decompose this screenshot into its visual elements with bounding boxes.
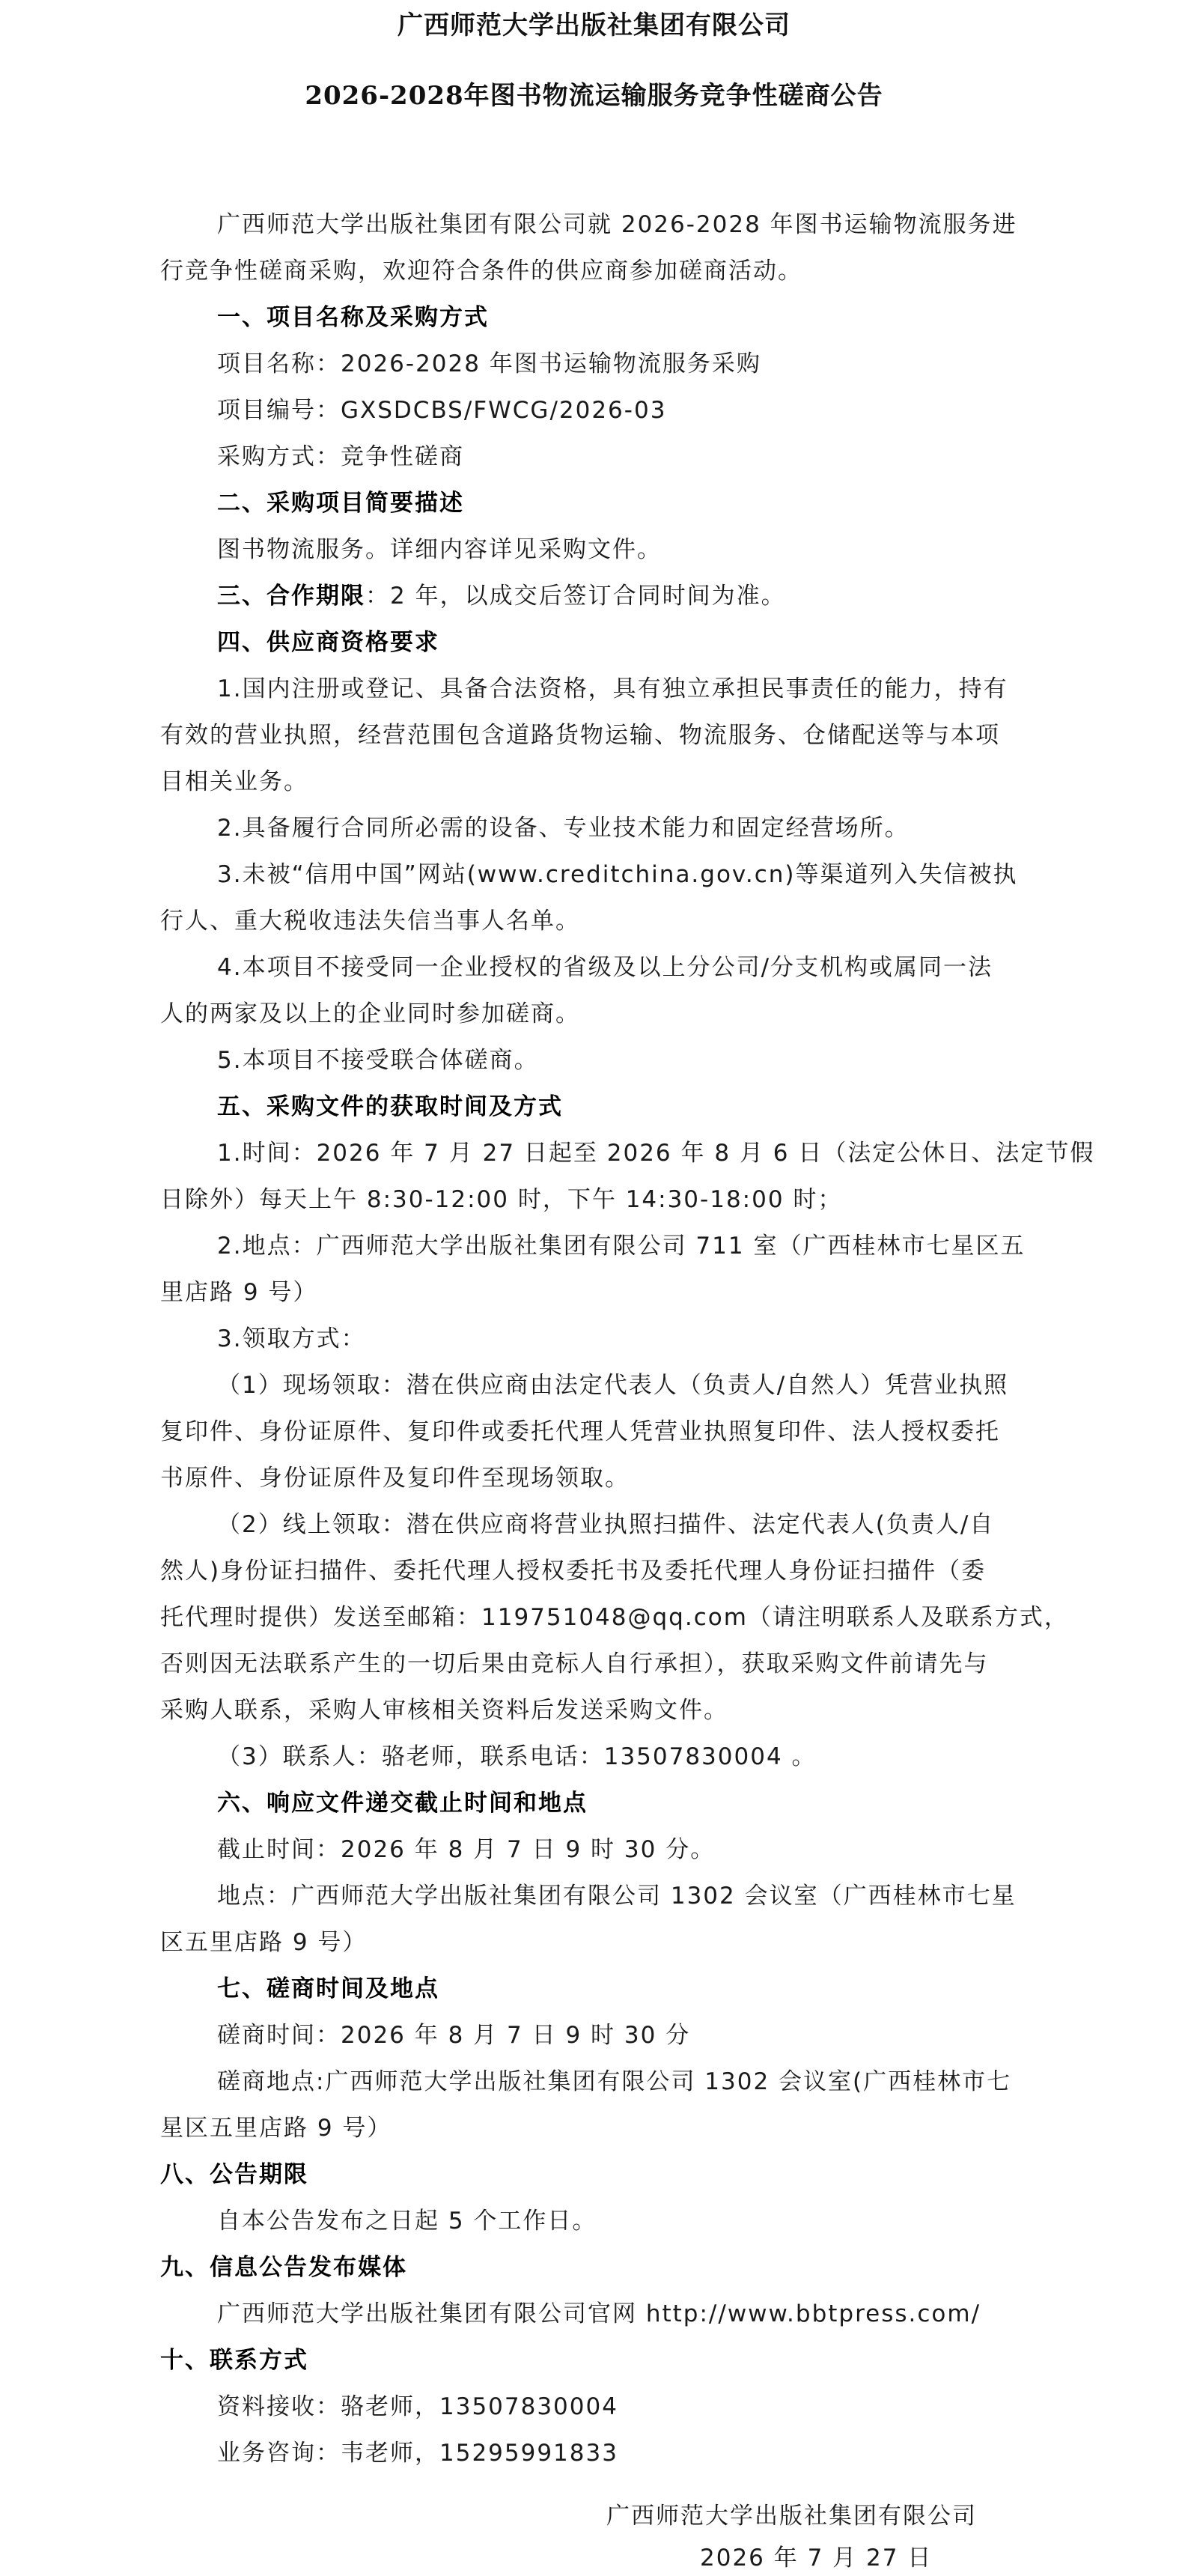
notice-period: 自本公告发布之日起 5 个工作日。	[217, 2208, 597, 2235]
contact-consult: 业务咨询：韦老师，15295991833	[217, 2440, 618, 2467]
contact-receive: 资料接收：骆老师，13507830004	[217, 2393, 618, 2420]
onsite-pickup-line-1: （1）现场领取：潜在供应商由法定代表人（负责人/自然人）凭营业执照	[217, 1372, 1009, 1399]
title-line-2: 2026-2028年图书物流运输服务竞争性磋商公告	[305, 81, 883, 111]
onsite-pickup-line-3: 书原件、身份证原件及复印件至现场领取。	[160, 1465, 630, 1492]
submission-deadline: 截止时间：2026 年 8 月 7 日 9 时 30 分。	[217, 1836, 716, 1863]
online-pickup-line-2: 然人)身份证扫描件、委托代理人授权委托书及委托代理人身份证扫描件（委	[160, 1558, 987, 1585]
section-3-line	[217, 581, 786, 611]
section-2-heading: 二、采购项目简要描述	[217, 490, 464, 517]
project-name: 项目名称：2026-2028 年图书运输物流服务采购	[217, 350, 761, 377]
qualification-3-line-1: 3.未被“信用中国”网站(www.creditchina.gov.cn)等渠道列入失信被执	[217, 861, 1018, 888]
section-4-heading: 四、供应商资格要求	[217, 629, 439, 656]
online-pickup-line-5: 采购人联系，采购人审核相关资料后发送采购文件。	[160, 1697, 728, 1724]
submission-place-line-1: 地点：广西师范大学出版社集团有限公司 1302 会议室（广西桂林市七星	[217, 1883, 1017, 1910]
obtain-place-line-1: 2.地点：广西师范大学出版社集团有限公司 711 室（广西桂林市七星区五	[217, 1233, 1026, 1260]
section-6-heading: 六、响应文件递交截止时间和地点	[217, 1790, 588, 1817]
obtain-time-line-2: 日除外）每天上午 8:30-12:00 时，下午 14:30-18:00 时；	[160, 1186, 843, 1213]
qualification-2: 2.具备履行合同所必需的设备、专业技术能力和固定经营场所。	[217, 815, 910, 842]
section-3-heading: 三、合作期限	[217, 583, 365, 610]
online-pickup-line-4: 否则因无法联系产生的一切后果由竞标人自行承担），获取采购文件前请先与	[160, 1650, 989, 1677]
section-2-text: 图书物流服务。详细内容详见采购文件。	[217, 536, 662, 563]
obtain-way-label: 3.领取方式：	[217, 1325, 366, 1352]
section-3-text: ：2 年，以成交后签订合同时间为准。	[365, 583, 786, 610]
section-10-heading: 十、联系方式	[160, 2347, 308, 2374]
online-pickup-line-1: （2）线上领取：潜在供应商将营业执照扫描件、法定代表人(负责人/自	[217, 1511, 995, 1538]
section-5-heading: 五、采购文件的获取时间及方式	[217, 1093, 563, 1120]
pickup-contact: （3）联系人：骆老师，联系电话：13507830004 。	[217, 1743, 817, 1770]
negotiation-place-line-1: 磋商地点:广西师范大学出版社集团有限公司 1302 会议室(广西桂林市七	[217, 2068, 1012, 2095]
title-line-1: 广西师范大学出版社集团有限公司	[397, 10, 791, 40]
obtain-place-line-2: 里店路 9 号）	[160, 1279, 318, 1306]
section-7-heading: 七、磋商时间及地点	[217, 1975, 439, 2002]
qualification-1-line-3: 目相关业务。	[160, 768, 308, 795]
signature-date: 2026 年 7 月 27 日	[700, 2545, 933, 2572]
onsite-pickup-line-2: 复印件、身份证原件、复印件或委托代理人凭营业执照复印件、法人授权委托	[160, 1418, 1000, 1445]
online-pickup-line-3: 托代理时提供）发送至邮箱：119751048@qq.com（请注明联系人及联系方式，	[160, 1604, 1069, 1631]
intro-line-1: 广西师范大学出版社集团有限公司就 2026-2028 年图书运输物流服务进	[217, 211, 1017, 238]
qualification-1-line-2: 有效的营业执照，经营范围包含道路货物运输、物流服务、仓储配送等与本项	[160, 722, 1000, 749]
submission-place-line-2: 区五里店路 9 号）	[160, 1929, 368, 1956]
qualification-4-line-1: 4.本项目不接受同一企业授权的省级及以上分公司/分支机构或属同一法	[217, 954, 993, 981]
publish-media: 广西师范大学出版社集团有限公司官网 http://www.bbtpress.com/	[217, 2300, 981, 2327]
qualification-4-line-2: 人的两家及以上的企业同时参加磋商。	[160, 1000, 580, 1027]
qualification-3-line-2: 行人、重大税收违法失信当事人名单。	[160, 908, 580, 935]
obtain-time-line-1: 1.时间：2026 年 7 月 27 日起至 2026 年 8 月 6 日（法定公休日、法定节假	[217, 1140, 1095, 1167]
qualification-1-line-1: 1.国内注册或登记、具备合法资格，具有独立承担民事责任的能力，持有	[217, 675, 1008, 702]
section-9-heading: 九、信息公告发布媒体	[160, 2254, 407, 2281]
section-8-heading: 八、公告期限	[160, 2161, 308, 2188]
intro-line-2: 行竞争性磋商采购，欢迎符合条件的供应商参加磋商活动。	[160, 258, 802, 285]
project-code: 项目编号：GXSDCBS/FWCG/2026-03	[217, 397, 667, 424]
signature-organization: 广西师范大学出版社集团有限公司	[606, 2503, 977, 2530]
negotiation-time: 磋商时间：2026 年 8 月 7 日 9 时 30 分	[217, 2022, 691, 2049]
negotiation-place-line-2: 星区五里店路 9 号）	[160, 2115, 392, 2142]
procurement-method: 采购方式：竞争性磋商	[217, 443, 464, 470]
section-1-heading: 一、项目名称及采购方式	[217, 304, 489, 331]
qualification-5: 5.本项目不接受联合体磋商。	[217, 1047, 539, 1074]
